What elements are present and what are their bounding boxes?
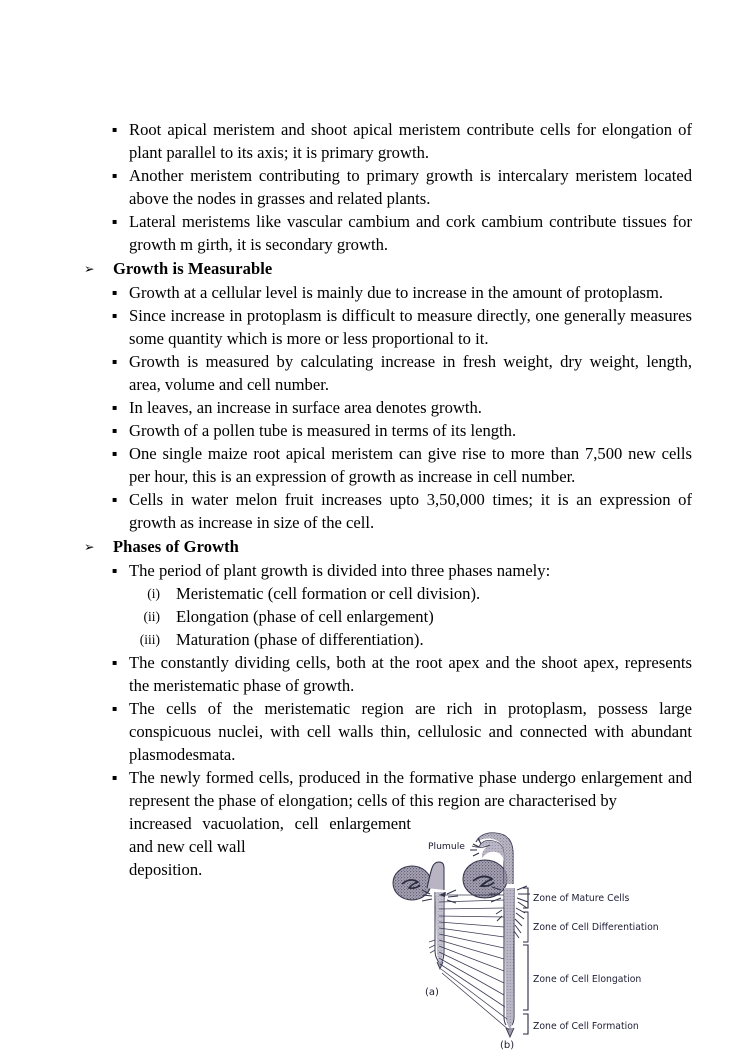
list-item-text: One single maize root apical meristem can give rise to more than 7,500 new cells per hour, this is an expression of growth as increase in cell number.	[129, 444, 692, 486]
zone-label-mature-cells: Zone of Mature Cells	[533, 893, 630, 904]
list-item-text: Lateral meristems like vascular cambium and cork cambium contribute tissues for growth m girth, it is secondary growth.	[129, 212, 692, 254]
square-bullet-icon: ▪	[112, 704, 118, 713]
section-heading-text: Phases of Growth	[113, 537, 239, 556]
square-bullet-icon: ▪	[112, 773, 118, 782]
zone-label-cell-differentiation: Zone of Cell Differentiation	[533, 922, 659, 933]
square-bullet-icon: ▪	[112, 217, 118, 226]
list-item	[84, 582, 692, 605]
list-item	[84, 488, 692, 534]
zone-label-cell-elongation: Zone of Cell Elongation	[533, 974, 642, 985]
list-item-text: The constantly dividing cells, both at the root apex and the shoot apex, represents the meristematic phase of growth.	[129, 653, 692, 695]
list-item	[84, 281, 692, 304]
section-heading-growth-is-measurable	[84, 257, 692, 280]
correspondence-lines	[439, 895, 509, 1030]
list-item	[84, 442, 692, 488]
list-item-text: The cells of the meristematic region are rich in protoplasm, possess large conspicuous nuclei, with cell walls thin, cellulosic and connected with abundant plasmodesmata.	[129, 699, 692, 764]
list-item-text: Maturation (phase of differentiation).	[176, 630, 424, 649]
arrow-bullet-icon: ➢	[84, 261, 95, 276]
roman-numeral-marker: (i)	[147, 586, 160, 601]
seedling-b	[463, 833, 530, 1037]
list-item	[84, 304, 692, 350]
list-item	[84, 419, 692, 442]
list-item-text: Another meristem contributing to primary growth is intercalary meristem located above the nodes in grasses and related plants.	[129, 166, 692, 208]
square-bullet-icon: ▪	[112, 495, 118, 504]
list-item	[84, 651, 692, 697]
panel-label-a: (a)	[425, 987, 439, 998]
zone-brackets	[523, 888, 528, 1034]
square-bullet-icon: ▪	[112, 288, 118, 297]
list-item-text: In leaves, an increase in surface area denotes growth.	[129, 398, 482, 417]
list-item	[84, 210, 692, 256]
list-item	[84, 628, 692, 651]
zone-label-cell-formation: Zone of Cell Formation	[533, 1021, 639, 1032]
arrow-bullet-icon: ➢	[84, 539, 95, 554]
panel-label-b: (b)	[500, 1040, 515, 1051]
section-heading-phases-of-growth	[84, 535, 692, 558]
list-item	[84, 164, 692, 210]
square-bullet-icon: ▪	[112, 311, 118, 320]
list-item	[84, 396, 692, 419]
list-item	[84, 697, 692, 766]
document-content	[84, 118, 692, 881]
root-growth-zones-diagram	[380, 832, 744, 1052]
square-bullet-icon: ▪	[112, 449, 118, 458]
roman-numeral-marker: (iii)	[139, 632, 160, 647]
square-bullet-icon: ▪	[112, 357, 118, 366]
list-item-text: Meristematic (cell formation or cell division).	[176, 584, 481, 603]
list-item	[84, 605, 692, 628]
list-item-text: Growth is measured by calculating increase in fresh weight, dry weight, length, area, volume and cell number.	[129, 352, 692, 394]
list-item-text-wrapped: increased vacuolation, cell enlargement and new cell wall	[129, 814, 411, 856]
list-item-text: Growth at a cellular level is mainly due to increase in the amount of protoplasm.	[129, 283, 664, 302]
list-item	[84, 118, 692, 164]
list-item	[84, 559, 692, 582]
list-item-text: The period of plant growth is divided into three phases namely:	[129, 561, 551, 580]
list-item-text: Root apical meristem and shoot apical meristem contribute cells for elongation of plant parallel to its axis; it is primary growth.	[129, 120, 692, 162]
seedling-a	[393, 862, 458, 969]
square-bullet-icon: ▪	[112, 171, 118, 180]
square-bullet-icon: ▪	[112, 125, 118, 134]
list-item-text: Growth of a pollen tube is measured in terms of its length.	[129, 421, 517, 440]
square-bullet-icon: ▪	[112, 658, 118, 667]
square-bullet-icon: ▪	[112, 566, 118, 575]
square-bullet-icon: ▪	[112, 403, 118, 412]
roman-numeral-marker: (ii)	[143, 609, 160, 624]
list-item-text: Elongation (phase of cell enlargement)	[176, 607, 434, 626]
list-item-text: Cells in water melon fruit increases upto 3,50,000 times; it is an expression of growth as increase in size of the cell.	[129, 490, 692, 532]
square-bullet-icon: ▪	[112, 426, 118, 435]
list-item-text: The newly formed cells, produced in the formative phase undergo enlargement and represent the phase of elongation; cells of this region are characterised by	[129, 768, 692, 810]
list-item-text-wrapped-last: deposition.	[129, 860, 203, 879]
section-heading-text: Growth is Measurable	[113, 259, 273, 278]
list-item-text: Since increase in protoplasm is difficult to measure directly, one generally measures some quantity which is more or less proportional to it.	[129, 306, 692, 348]
plumule-label: Plumule	[428, 841, 465, 852]
list-item	[84, 350, 692, 396]
